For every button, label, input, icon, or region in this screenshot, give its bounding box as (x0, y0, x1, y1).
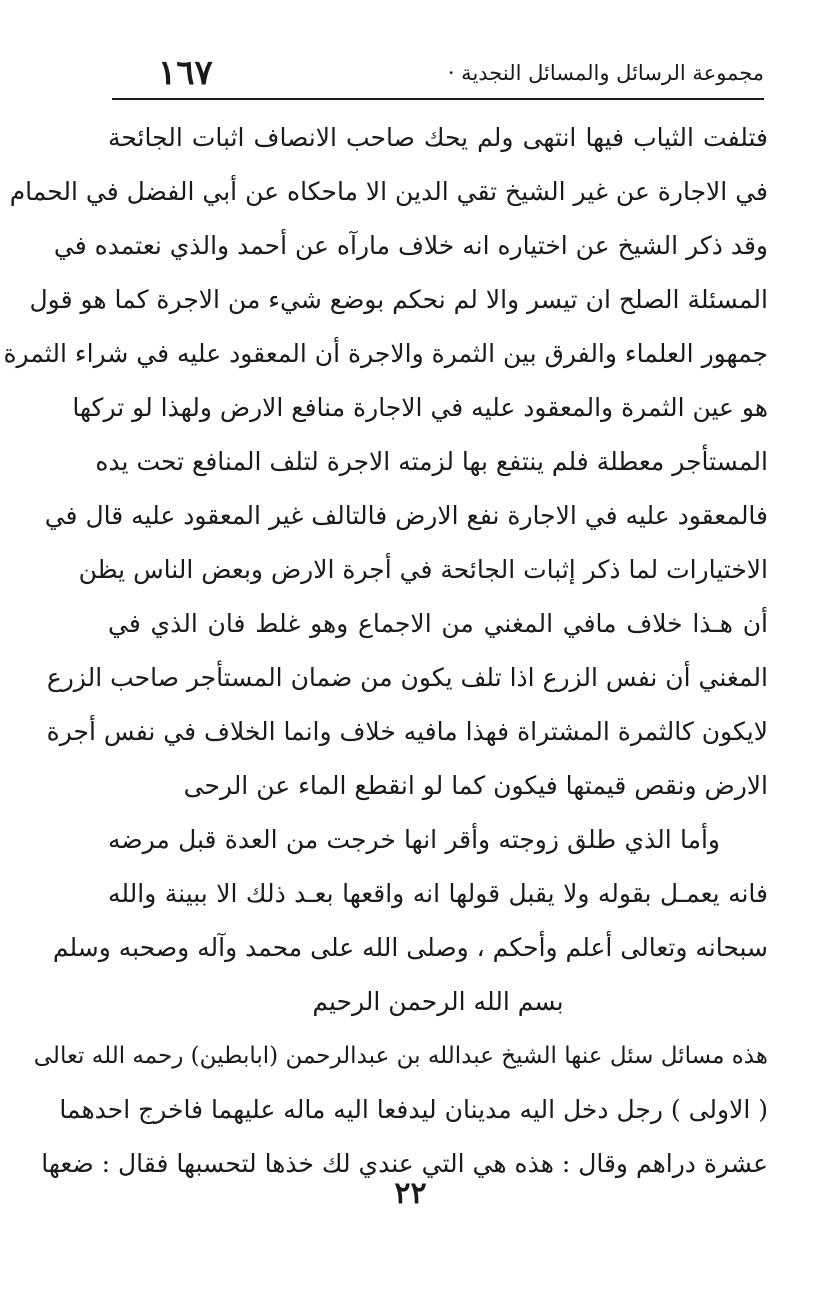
text-line: المسئلة الصلح ان تيسر والا لم نحكم بوضع شيء من الاجرة كما هو قول (29, 285, 768, 314)
text-line: عشرة دراهم وقال : هذه هي التي عندي لك خذها لتحسبها فقال : ضعها (41, 1149, 768, 1178)
text-line: الاختيارات لما ذكر إثبات الجائحة في أجرة الارض وبعض الناس يظن (78, 555, 768, 584)
text-line: المغني أن نفس الزرع اذا تلف يكون من ضمان المستأجر صاحب الزرع (46, 663, 768, 692)
text-line: جمهور العلماء والفرق بين الثمرة والاجرة أن المعقود عليه في شراء الثمرة (3, 339, 768, 368)
text-line: هو عين الثمرة والمعقود عليه في الاجارة منافع الارض ولهذا لو تركها (72, 393, 768, 422)
page-header (112, 48, 764, 98)
text-line: هذه مسائل سئل عنها الشيخ عبدالله بن عبدالرحمن (ابابطين) رحمه الله تعالى (33, 1043, 768, 1069)
text-line: لايكون كالثمرة المشتراة فهذا مافيه خلاف وانما الخلاف في نفس أجرة (46, 717, 768, 746)
text-line: فانه يعمـل بقوله ولا يقبل قولها انه واقعها بعـد ذلك الا ببينة والله (108, 879, 768, 908)
text-line: في الاجارة عن غير الشيخ تقي الدين الا ماحكاه عن أبي الفضل في الحمام (9, 177, 768, 206)
page-number: ١٦٧ (158, 53, 213, 93)
text-line: ( الاولى ) رجل دخل اليه مدينان ليدفعا اليه ماله عليهما فاخرج احدهما (59, 1095, 768, 1124)
text-line: أن هـذا خلاف مافي المغني من الاجماع وهو غلط فان الذي في (108, 609, 768, 638)
running-title: مجموعة الرسائل والمسائل النجدية · (447, 61, 764, 85)
text-line: وأما الذي طلق زوجته وأقر انها خرجت من العدة قبل مرضه (108, 825, 720, 854)
basmala-heading: بسم الله الرحمن الرحيم (312, 987, 564, 1016)
text-line: المستأجر معطلة فلم ينتفع بها لزمته الاجرة لتلف المنافع تحت يده (95, 447, 768, 476)
body-text (3, 111, 768, 1191)
text-line: سبحانه وتعالى أعلم وأحكم ، وصلى الله على محمد وآله وصحبه وسلم (52, 933, 768, 962)
text-line: فتلفت الثياب فيها انتهى ولم يحك صاحب الانصاف اثبات الجائحة (108, 123, 768, 152)
header-rule (112, 98, 764, 100)
text-line: وقد ذكر الشيخ عن اختياره انه خلاف مارآه عن أحمد والذي نعتمده في (53, 231, 768, 260)
printer-signature-mark: ٢٢ (394, 1176, 427, 1211)
text-line: الارض ونقص قيمتها فيكون كما لو انقطع الماء عن الرحى (183, 771, 768, 800)
text-line: فالمعقود عليه في الاجارة نفع الارض فالتالف غير المعقود عليه قال في (44, 501, 768, 530)
